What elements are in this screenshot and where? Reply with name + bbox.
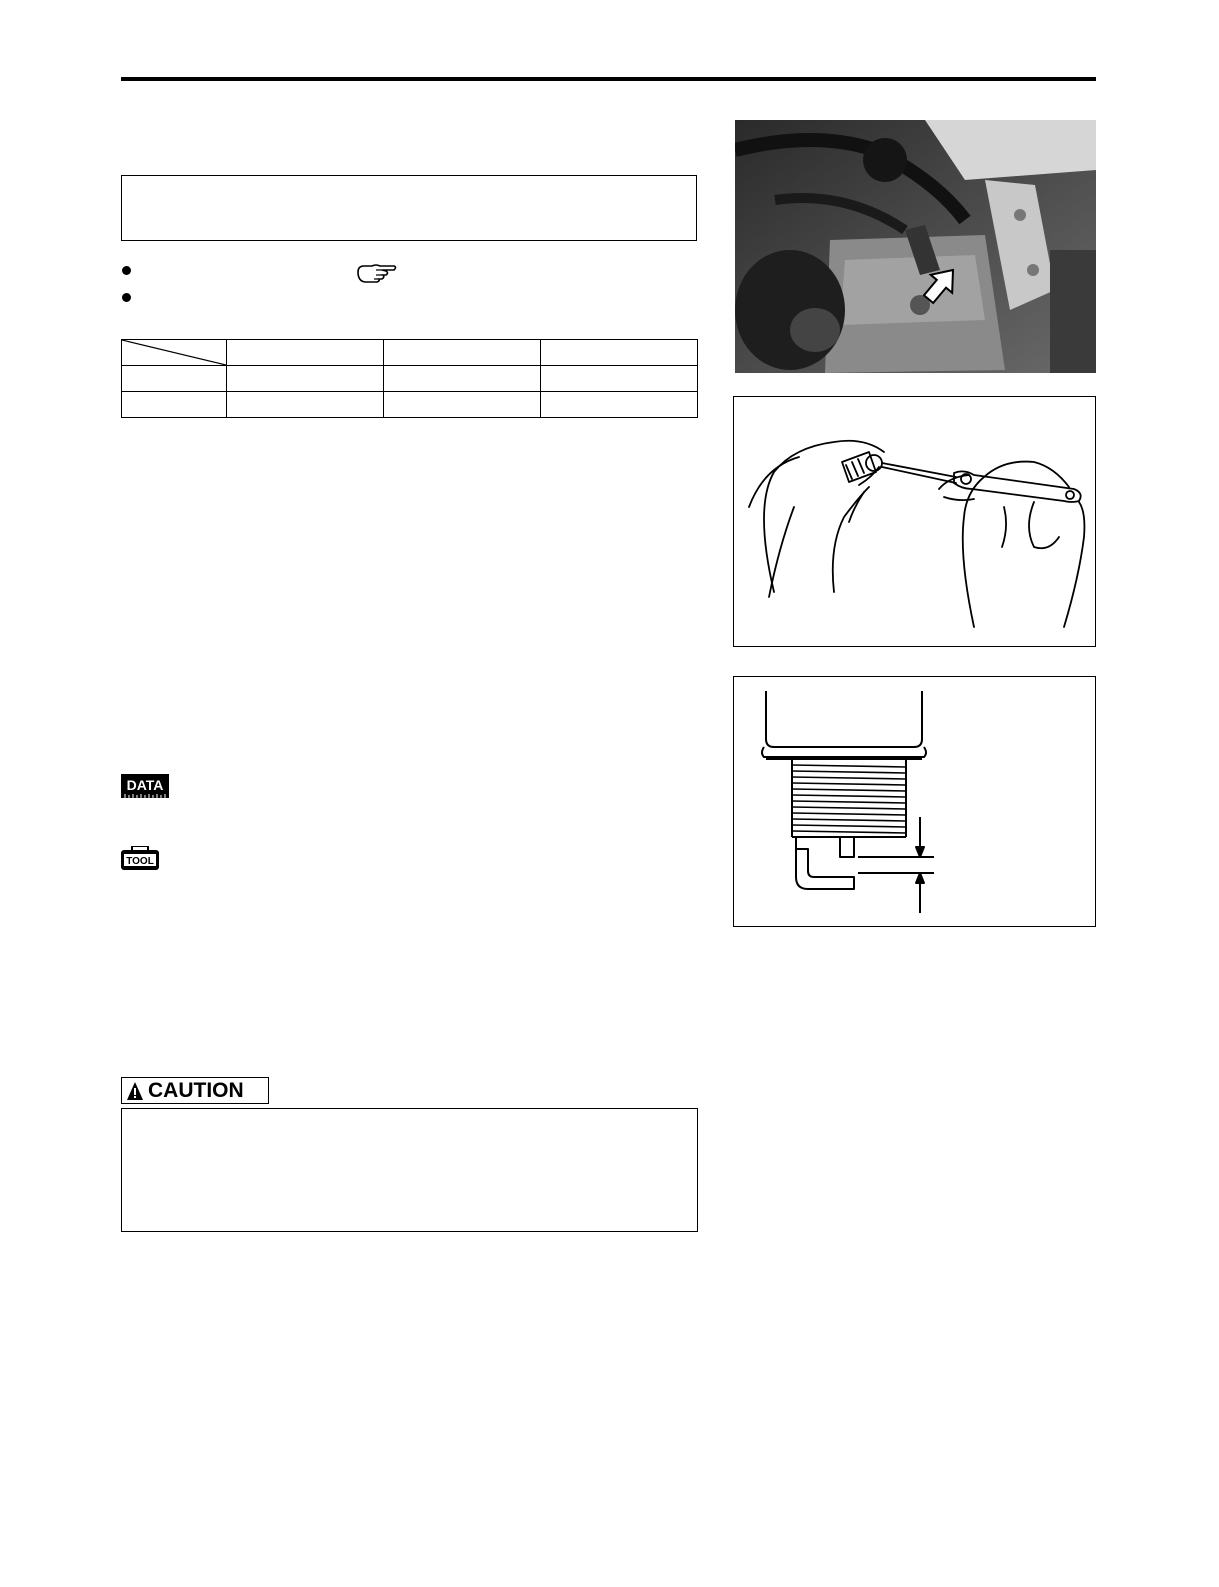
table-cell: [227, 366, 384, 392]
table-cell: [227, 340, 384, 366]
table-cell: [384, 366, 541, 392]
note-box: [121, 175, 697, 241]
table-row: [122, 392, 698, 418]
spec-table: [121, 339, 698, 418]
svg-text:DATA: DATA: [126, 777, 164, 793]
bullet-1: [122, 266, 131, 275]
bullet-2: [122, 293, 131, 302]
table-cell: [384, 392, 541, 418]
table-corner-cell: [122, 340, 227, 366]
header-rule: [121, 77, 1096, 81]
hands-gauge-illustration: [734, 397, 1096, 647]
data-icon: [121, 774, 169, 798]
warning-triangle-icon: [126, 1081, 144, 1101]
caution-text: CAUTION: [148, 1078, 244, 1102]
spark-plug-illustration: [734, 677, 1096, 927]
table-cell: [384, 340, 541, 366]
pointing-hand-icon: [356, 262, 398, 284]
tool-icon: [121, 846, 159, 870]
spark-plug-gap-figure: [733, 676, 1096, 927]
table-cell: [227, 392, 384, 418]
table-cell: [541, 366, 698, 392]
table-cell: [541, 392, 698, 418]
table-cell: [122, 392, 227, 418]
table-row: [122, 366, 698, 392]
caution-box: [121, 1108, 698, 1232]
table-header-row: [122, 340, 698, 366]
svg-text:TOOL: TOOL: [126, 856, 154, 867]
table-cell: [541, 340, 698, 366]
feeler-gauge-figure: [733, 396, 1096, 647]
caution-label: [121, 1077, 269, 1104]
engine-photo: [735, 120, 1096, 373]
table-cell: [122, 366, 227, 392]
